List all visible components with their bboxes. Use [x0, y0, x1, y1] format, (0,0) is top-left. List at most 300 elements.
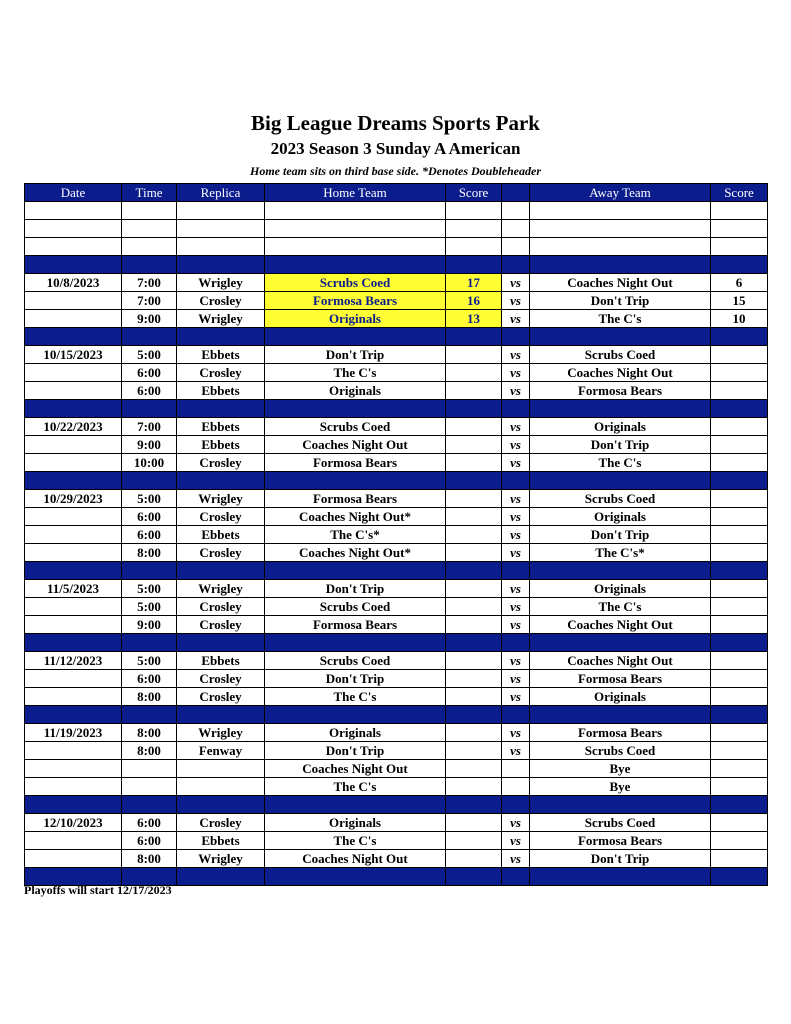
- vs-cell: vs: [502, 652, 530, 670]
- separator-cell: [446, 706, 502, 724]
- separator-cell: [446, 400, 502, 418]
- replica-cell: Ebbets: [177, 526, 265, 544]
- game-row: [25, 616, 768, 634]
- replica-cell: Ebbets: [177, 436, 265, 454]
- separator-cell: [265, 634, 446, 652]
- home-team-cell: Don't Trip: [265, 670, 446, 688]
- game-row: [25, 490, 768, 508]
- blank-row: [25, 220, 768, 238]
- separator-cell: [530, 328, 711, 346]
- vs-cell: [502, 760, 530, 778]
- separator-cell: [25, 256, 122, 274]
- separator-row: [25, 634, 768, 652]
- separator-cell: [122, 796, 177, 814]
- time-cell: 9:00: [122, 436, 177, 454]
- home-score-cell: [446, 490, 502, 508]
- away-team-cell: The C's: [530, 454, 711, 472]
- home-score-cell: [446, 670, 502, 688]
- away-score-cell: [711, 454, 768, 472]
- away-score-cell: [711, 508, 768, 526]
- away-score-cell: 15: [711, 292, 768, 310]
- away-score-cell: [711, 544, 768, 562]
- home-score-cell: [446, 526, 502, 544]
- home-team-cell: Don't Trip: [265, 742, 446, 760]
- blank-cell: [177, 220, 265, 238]
- time-cell: 5:00: [122, 490, 177, 508]
- separator-cell: [177, 256, 265, 274]
- time-cell: 8:00: [122, 742, 177, 760]
- away-score-cell: [711, 526, 768, 544]
- vs-cell: vs: [502, 724, 530, 742]
- separator-cell: [446, 796, 502, 814]
- away-score-cell: [711, 346, 768, 364]
- col-header-vs: [502, 184, 530, 202]
- schedule-note: Home team sits on third base side. *Denotes Doubleheader: [250, 164, 541, 178]
- replica-cell: Crosley: [177, 616, 265, 634]
- separator-cell: [502, 562, 530, 580]
- away-score-cell: [711, 778, 768, 796]
- blank-cell: [711, 238, 768, 256]
- away-team-cell: Coaches Night Out: [530, 364, 711, 382]
- home-team-cell: Don't Trip: [265, 346, 446, 364]
- away-team-cell: Formosa Bears: [530, 724, 711, 742]
- separator-cell: [530, 796, 711, 814]
- replica-cell: [177, 760, 265, 778]
- game-row: [25, 580, 768, 598]
- away-score-cell: [711, 832, 768, 850]
- date-cell: 11/12/2023: [25, 652, 122, 670]
- home-score-cell: [446, 688, 502, 706]
- replica-cell: Fenway: [177, 742, 265, 760]
- separator-cell: [446, 562, 502, 580]
- blank-cell: [711, 220, 768, 238]
- away-team-cell: Originals: [530, 688, 711, 706]
- blank-cell: [530, 202, 711, 220]
- separator-row: [25, 256, 768, 274]
- away-team-cell: Coaches Night Out: [530, 274, 711, 292]
- separator-cell: [177, 562, 265, 580]
- separator-cell: [122, 472, 177, 490]
- away-score-cell: [711, 382, 768, 400]
- vs-cell: vs: [502, 616, 530, 634]
- vs-cell: vs: [502, 580, 530, 598]
- separator-cell: [446, 256, 502, 274]
- game-row: [25, 778, 768, 796]
- separator-cell: [122, 400, 177, 418]
- replica-cell: Ebbets: [177, 382, 265, 400]
- home-score-cell: [446, 652, 502, 670]
- away-team-cell: The C's: [530, 598, 711, 616]
- blank-cell: [177, 238, 265, 256]
- separator-cell: [265, 328, 446, 346]
- separator-cell: [265, 400, 446, 418]
- away-team-cell: The C's*: [530, 544, 711, 562]
- separator-cell: [265, 706, 446, 724]
- vs-cell: vs: [502, 544, 530, 562]
- vs-cell: vs: [502, 688, 530, 706]
- time-cell: 7:00: [122, 418, 177, 436]
- home-team-cell: The C's: [265, 364, 446, 382]
- separator-cell: [25, 634, 122, 652]
- home-team-cell: Originals: [265, 724, 446, 742]
- blank-cell: [530, 238, 711, 256]
- home-score-cell: [446, 580, 502, 598]
- separator-cell: [25, 562, 122, 580]
- separator-cell: [265, 256, 446, 274]
- home-team-cell: The C's: [265, 688, 446, 706]
- table-header-row: [25, 184, 768, 202]
- separator-cell: [711, 796, 768, 814]
- separator-cell: [711, 706, 768, 724]
- home-team-cell: Coaches Night Out: [265, 850, 446, 868]
- separator-cell: [265, 562, 446, 580]
- separator-cell: [25, 706, 122, 724]
- time-cell: [122, 760, 177, 778]
- away-score-cell: [711, 724, 768, 742]
- replica-cell: Wrigley: [177, 490, 265, 508]
- date-cell: [25, 832, 122, 850]
- time-cell: 8:00: [122, 850, 177, 868]
- game-row: [25, 850, 768, 868]
- away-score-cell: [711, 850, 768, 868]
- separator-cell: [177, 472, 265, 490]
- time-cell: 8:00: [122, 688, 177, 706]
- separator-cell: [711, 256, 768, 274]
- home-score-cell: [446, 346, 502, 364]
- blank-cell: [530, 220, 711, 238]
- away-team-cell: Formosa Bears: [530, 382, 711, 400]
- vs-cell: vs: [502, 346, 530, 364]
- game-row: [25, 688, 768, 706]
- game-row: [25, 508, 768, 526]
- separator-cell: [502, 796, 530, 814]
- away-score-cell: [711, 580, 768, 598]
- away-team-cell: Coaches Night Out: [530, 652, 711, 670]
- separator-cell: [446, 328, 502, 346]
- replica-cell: Crosley: [177, 544, 265, 562]
- col-header-date: Date: [25, 184, 122, 202]
- game-row: [25, 814, 768, 832]
- home-team-cell: Scrubs Coed: [265, 652, 446, 670]
- game-row: [25, 382, 768, 400]
- replica-cell: Ebbets: [177, 652, 265, 670]
- time-cell: 9:00: [122, 616, 177, 634]
- separator-cell: [530, 868, 711, 886]
- separator-cell: [446, 634, 502, 652]
- date-cell: [25, 454, 122, 472]
- blank-cell: [25, 238, 122, 256]
- vs-cell: vs: [502, 598, 530, 616]
- col-header-home-score: Score: [446, 184, 502, 202]
- time-cell: 5:00: [122, 346, 177, 364]
- home-score-cell: 17: [446, 274, 502, 292]
- date-cell: [25, 436, 122, 454]
- separator-cell: [265, 472, 446, 490]
- vs-cell: vs: [502, 418, 530, 436]
- separator-cell: [711, 400, 768, 418]
- away-score-cell: [711, 742, 768, 760]
- col-header-away-team: Away Team: [530, 184, 711, 202]
- home-score-cell: [446, 778, 502, 796]
- away-team-cell: Originals: [530, 508, 711, 526]
- replica-cell: Crosley: [177, 508, 265, 526]
- vs-cell: vs: [502, 832, 530, 850]
- home-team-cell: Formosa Bears: [265, 454, 446, 472]
- time-cell: 5:00: [122, 598, 177, 616]
- replica-cell: Wrigley: [177, 580, 265, 598]
- time-cell: 5:00: [122, 580, 177, 598]
- separator-cell: [25, 472, 122, 490]
- date-cell: [25, 778, 122, 796]
- separator-row: [25, 796, 768, 814]
- game-row: [25, 346, 768, 364]
- schedule-table: [24, 183, 768, 886]
- separator-cell: [177, 868, 265, 886]
- home-score-cell: [446, 364, 502, 382]
- away-team-cell: Coaches Night Out: [530, 616, 711, 634]
- home-score-cell: [446, 742, 502, 760]
- separator-cell: [502, 400, 530, 418]
- away-team-cell: Formosa Bears: [530, 670, 711, 688]
- replica-cell: Crosley: [177, 364, 265, 382]
- away-score-cell: [711, 616, 768, 634]
- separator-cell: [711, 634, 768, 652]
- vs-cell: vs: [502, 274, 530, 292]
- replica-cell: Crosley: [177, 292, 265, 310]
- away-score-cell: [711, 364, 768, 382]
- separator-row: [25, 472, 768, 490]
- vs-cell: vs: [502, 490, 530, 508]
- separator-cell: [265, 868, 446, 886]
- separator-cell: [122, 634, 177, 652]
- separator-row: [25, 328, 768, 346]
- date-cell: [25, 526, 122, 544]
- game-row: [25, 292, 768, 310]
- time-cell: 6:00: [122, 832, 177, 850]
- date-cell: 10/15/2023: [25, 346, 122, 364]
- separator-cell: [177, 796, 265, 814]
- blank-cell: [446, 202, 502, 220]
- separator-cell: [265, 796, 446, 814]
- date-cell: [25, 508, 122, 526]
- blank-cell: [122, 238, 177, 256]
- home-score-cell: [446, 724, 502, 742]
- away-team-cell: Scrubs Coed: [530, 742, 711, 760]
- away-team-cell: Don't Trip: [530, 292, 711, 310]
- time-cell: 6:00: [122, 508, 177, 526]
- vs-cell: vs: [502, 670, 530, 688]
- game-row: [25, 670, 768, 688]
- time-cell: 8:00: [122, 544, 177, 562]
- time-cell: 8:00: [122, 724, 177, 742]
- replica-cell: Crosley: [177, 688, 265, 706]
- date-cell: [25, 598, 122, 616]
- blank-cell: [122, 202, 177, 220]
- time-cell: 7:00: [122, 292, 177, 310]
- date-cell: [25, 742, 122, 760]
- col-header-replica: Replica: [177, 184, 265, 202]
- away-score-cell: [711, 598, 768, 616]
- game-row: [25, 742, 768, 760]
- away-team-cell: Don't Trip: [530, 436, 711, 454]
- col-header-home-team: Home Team: [265, 184, 446, 202]
- separator-cell: [446, 868, 502, 886]
- home-score-cell: 16: [446, 292, 502, 310]
- vs-cell: vs: [502, 850, 530, 868]
- date-cell: [25, 544, 122, 562]
- col-header-time: Time: [122, 184, 177, 202]
- time-cell: 6:00: [122, 364, 177, 382]
- date-cell: [25, 760, 122, 778]
- replica-cell: Ebbets: [177, 418, 265, 436]
- date-cell: 10/29/2023: [25, 490, 122, 508]
- home-team-cell: Coaches Night Out*: [265, 508, 446, 526]
- away-score-cell: 6: [711, 274, 768, 292]
- game-row: [25, 454, 768, 472]
- separator-cell: [177, 400, 265, 418]
- game-row: [25, 526, 768, 544]
- home-team-cell: Originals: [265, 382, 446, 400]
- vs-cell: vs: [502, 508, 530, 526]
- date-cell: [25, 670, 122, 688]
- away-score-cell: [711, 490, 768, 508]
- date-cell: 11/5/2023: [25, 580, 122, 598]
- away-score-cell: [711, 418, 768, 436]
- home-score-cell: [446, 814, 502, 832]
- replica-cell: Wrigley: [177, 310, 265, 328]
- home-team-cell: Coaches Night Out*: [265, 544, 446, 562]
- blank-cell: [25, 220, 122, 238]
- blank-cell: [177, 202, 265, 220]
- home-score-cell: [446, 544, 502, 562]
- date-cell: [25, 688, 122, 706]
- time-cell: 10:00: [122, 454, 177, 472]
- separator-row: [25, 400, 768, 418]
- col-header-away-score: Score: [711, 184, 768, 202]
- separator-cell: [25, 400, 122, 418]
- home-team-cell: Coaches Night Out: [265, 760, 446, 778]
- vs-cell: vs: [502, 364, 530, 382]
- date-cell: [25, 310, 122, 328]
- game-row: [25, 760, 768, 778]
- time-cell: 6:00: [122, 670, 177, 688]
- replica-cell: Wrigley: [177, 850, 265, 868]
- replica-cell: Crosley: [177, 598, 265, 616]
- home-team-cell: The C's*: [265, 526, 446, 544]
- separator-cell: [122, 328, 177, 346]
- home-team-cell: Originals: [265, 814, 446, 832]
- blank-cell: [122, 220, 177, 238]
- separator-cell: [502, 634, 530, 652]
- blank-cell: [265, 202, 446, 220]
- separator-cell: [177, 634, 265, 652]
- time-cell: 5:00: [122, 652, 177, 670]
- away-score-cell: [711, 436, 768, 454]
- separator-cell: [502, 472, 530, 490]
- away-score-cell: [711, 670, 768, 688]
- away-team-cell: Don't Trip: [530, 526, 711, 544]
- away-team-cell: Originals: [530, 418, 711, 436]
- game-row: [25, 724, 768, 742]
- home-team-cell: The C's: [265, 832, 446, 850]
- home-team-cell: Scrubs Coed: [265, 418, 446, 436]
- blank-row: [25, 202, 768, 220]
- blank-cell: [265, 220, 446, 238]
- separator-cell: [530, 472, 711, 490]
- replica-cell: Ebbets: [177, 832, 265, 850]
- separator-cell: [502, 328, 530, 346]
- away-team-cell: The C's: [530, 310, 711, 328]
- blank-cell: [265, 238, 446, 256]
- season-subtitle: 2023 Season 3 Sunday A American: [270, 139, 521, 158]
- away-team-cell: Scrubs Coed: [530, 490, 711, 508]
- away-team-cell: Scrubs Coed: [530, 346, 711, 364]
- blank-cell: [711, 202, 768, 220]
- blank-row: [25, 238, 768, 256]
- replica-cell: Crosley: [177, 454, 265, 472]
- game-row: [25, 364, 768, 382]
- game-row: [25, 418, 768, 436]
- vs-cell: vs: [502, 742, 530, 760]
- home-team-cell: Formosa Bears: [265, 292, 446, 310]
- date-cell: 10/22/2023: [25, 418, 122, 436]
- replica-cell: Ebbets: [177, 346, 265, 364]
- vs-cell: vs: [502, 382, 530, 400]
- date-cell: [25, 850, 122, 868]
- separator-cell: [122, 562, 177, 580]
- separator-cell: [711, 472, 768, 490]
- date-cell: [25, 364, 122, 382]
- time-cell: 6:00: [122, 526, 177, 544]
- blank-cell: [502, 202, 530, 220]
- vs-cell: vs: [502, 436, 530, 454]
- separator-cell: [502, 706, 530, 724]
- away-team-cell: Scrubs Coed: [530, 814, 711, 832]
- blank-cell: [446, 238, 502, 256]
- separator-row: [25, 562, 768, 580]
- home-score-cell: 13: [446, 310, 502, 328]
- separator-cell: [530, 400, 711, 418]
- replica-cell: Crosley: [177, 670, 265, 688]
- vs-cell: vs: [502, 292, 530, 310]
- blank-cell: [446, 220, 502, 238]
- separator-cell: [711, 328, 768, 346]
- vs-cell: vs: [502, 310, 530, 328]
- game-row: [25, 310, 768, 328]
- blank-cell: [502, 220, 530, 238]
- date-cell: 10/8/2023: [25, 274, 122, 292]
- away-team-cell: Bye: [530, 760, 711, 778]
- vs-cell: vs: [502, 526, 530, 544]
- away-team-cell: Don't Trip: [530, 850, 711, 868]
- vs-cell: vs: [502, 454, 530, 472]
- away-team-cell: Originals: [530, 580, 711, 598]
- game-row: [25, 274, 768, 292]
- separator-cell: [446, 472, 502, 490]
- separator-cell: [530, 562, 711, 580]
- time-cell: [122, 778, 177, 796]
- separator-row: [25, 706, 768, 724]
- home-team-cell: The C's: [265, 778, 446, 796]
- home-score-cell: [446, 832, 502, 850]
- home-score-cell: [446, 436, 502, 454]
- home-team-cell: Formosa Bears: [265, 490, 446, 508]
- schedule-body: [25, 202, 768, 886]
- game-row: [25, 832, 768, 850]
- blank-cell: [25, 202, 122, 220]
- date-cell: 11/19/2023: [25, 724, 122, 742]
- playoffs-note: Playoffs will start 12/17/2023: [24, 883, 172, 897]
